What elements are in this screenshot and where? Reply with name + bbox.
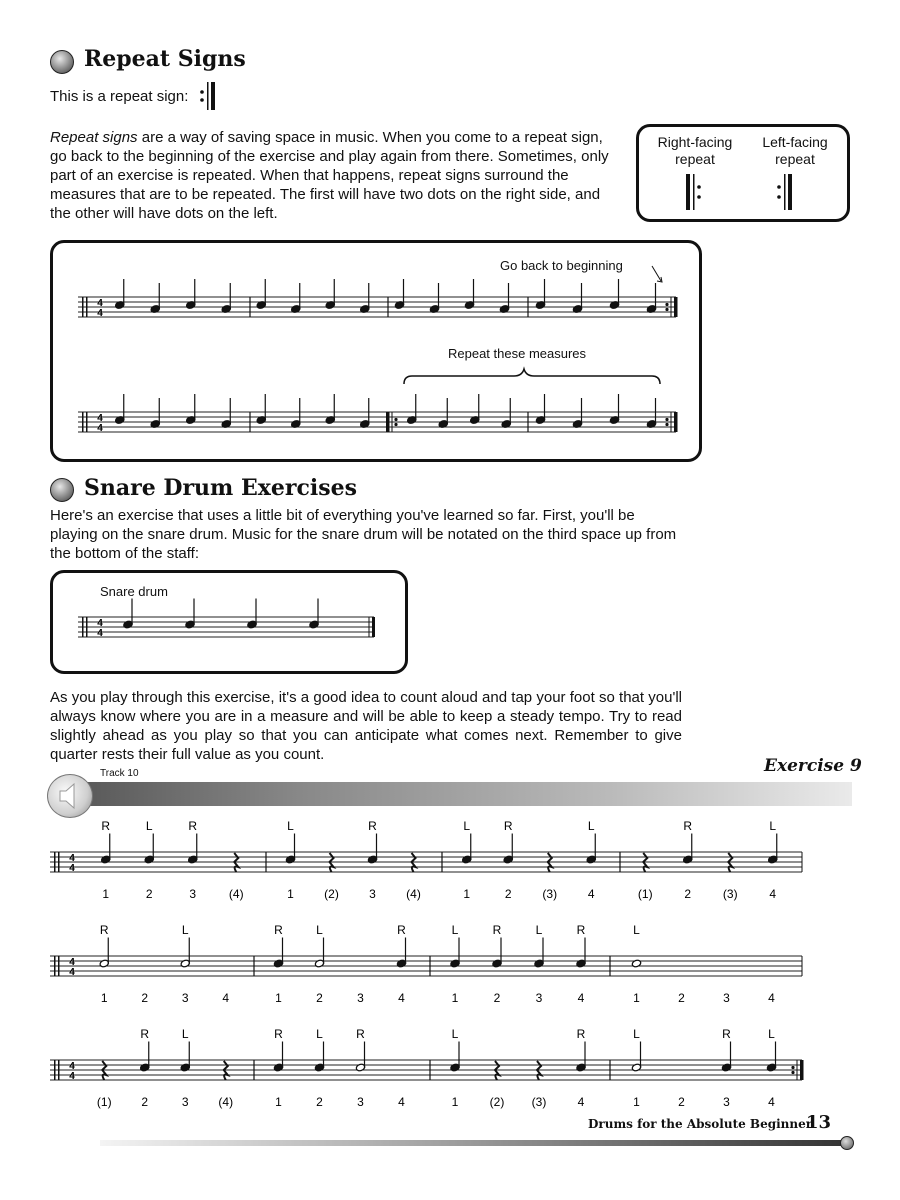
time-signature-top: 4	[97, 413, 103, 424]
sticking-label: R	[274, 923, 283, 937]
sticking-label: L	[535, 923, 543, 937]
count-label: 2	[493, 991, 501, 1005]
count-label: (3)	[531, 1095, 547, 1109]
sticking-label: L	[451, 1027, 459, 1041]
repeat-dot	[791, 1066, 794, 1069]
repeat-sign-intro-text: This is a repeat sign:	[50, 88, 189, 105]
count-label: (1)	[637, 887, 653, 901]
sticking-label: L	[768, 1027, 775, 1041]
count-label: 1	[102, 887, 110, 901]
count-label: 3	[535, 991, 543, 1005]
go-back-annotation: Go back to beginning	[500, 258, 623, 273]
snare-intro-paragraph: Here's an exercise that uses a little bit of everything you've learned so far. First, you'll be playing on the snare drum. Music for the snare drum will be notated on the third space up from the bottom of the staff:	[50, 507, 677, 562]
sticking-label: L	[633, 1027, 640, 1041]
whole-note	[631, 959, 641, 968]
count-label: (2)	[489, 1095, 505, 1109]
snare-exercises-heading: Snare Drum Exercises	[84, 475, 357, 501]
count-label: (2)	[324, 887, 339, 901]
count-label: 3	[181, 991, 189, 1005]
count-label: 2	[504, 887, 512, 901]
sticking-label: L	[633, 923, 640, 937]
sticking-label: R	[492, 923, 502, 937]
sticking-label: L	[769, 819, 777, 833]
count-label: (4)	[228, 887, 244, 901]
track-label: Track 10	[100, 768, 139, 779]
percussion-clef-icon	[54, 1060, 56, 1080]
repeat-measures-annotation: Repeat these measures	[448, 346, 587, 361]
count-label: (4)	[406, 887, 421, 901]
sticking-label: R	[576, 923, 586, 937]
count-label: 4	[768, 1095, 775, 1109]
count-label: 1	[275, 991, 282, 1005]
count-label: 4	[769, 887, 777, 901]
right-facing-repeat-label: Right-facing repeat	[657, 134, 733, 167]
percussion-clef-icon	[54, 956, 56, 976]
time-signature-top: 4	[69, 1061, 75, 1072]
sticking-label: R	[101, 819, 111, 833]
count-label: 2	[316, 991, 323, 1005]
count-label: 4	[577, 991, 585, 1005]
repeat-signs-term: Repeat signs	[50, 129, 138, 146]
sticking-label: L	[145, 819, 153, 833]
time-signature-bottom: 4	[69, 1071, 75, 1082]
sticking-label: L	[316, 1027, 323, 1041]
count-label: 2	[141, 1095, 149, 1109]
page-number: 13	[806, 1112, 832, 1133]
sticking-label: R	[683, 819, 693, 833]
time-signature-bottom: 4	[97, 423, 103, 434]
count-label: 3	[181, 1095, 189, 1109]
time-signature-top: 4	[97, 618, 103, 629]
count-label: 4	[587, 887, 595, 901]
sticking-label: R	[99, 923, 109, 937]
footer-rule-end-icon	[840, 1136, 854, 1150]
count-label: 2	[141, 991, 149, 1005]
count-label: 2	[316, 1095, 323, 1109]
sticking-label: L	[181, 923, 189, 937]
count-label: 2	[145, 887, 153, 901]
sticking-label: R	[274, 1027, 283, 1041]
count-label: 3	[357, 1095, 364, 1109]
exercise-title: Exercise 9	[764, 756, 862, 776]
count-label: 1	[451, 991, 459, 1005]
repeat-signs-paragraph-text: are a way of saving space in music. When you come to a repeat sign, go back to the beginning of the exercise and play again from there. Sometimes, only part of an exercise is repeated. When that happens, repeat signs surround the measures that are to be repeated. The first will have two dots on the right side, and the other will have dots on the left.	[50, 129, 609, 222]
time-signature-bottom: 4	[97, 628, 103, 639]
sticking-label: R	[576, 1027, 586, 1041]
sticking-label: R	[140, 1027, 150, 1041]
footer-book-title: Drums for the Absolute Beginner	[588, 1117, 813, 1131]
time-signature-top: 4	[97, 298, 103, 309]
sticking-label: L	[181, 1027, 189, 1041]
count-label: 4	[577, 1095, 585, 1109]
time-signature-bottom: 4	[69, 863, 75, 874]
left-facing-repeat-label: Left-facing repeat	[762, 134, 828, 167]
practice-paragraph: As you play through this exercise, it's a good idea to count aloud and tap your foot so that you'll always know where you are in a measure and will be able to keep a steady tempo. Try to read slightly ahead as you play so that you can anticipate what comes next. Remember to give quarter rests their full value as you count.	[50, 689, 682, 763]
sticking-label: R	[503, 819, 513, 833]
count-label: 1	[100, 991, 108, 1005]
repeat-signs-heading: Repeat Signs	[84, 46, 246, 72]
time-signature-top: 4	[69, 853, 75, 864]
sticking-label: L	[451, 923, 459, 937]
count-label: 3	[723, 1095, 730, 1109]
count-label: 3	[723, 991, 730, 1005]
snare-drum-label: Snare drum	[100, 584, 168, 599]
footer-rule	[100, 1140, 845, 1146]
sticking-label: R	[188, 819, 198, 833]
percussion-clef-icon	[58, 956, 60, 976]
count-label: 1	[463, 887, 471, 901]
sticking-label: R	[356, 1027, 365, 1041]
time-signature-bottom: 4	[97, 308, 103, 319]
sticking-label: L	[316, 923, 323, 937]
count-label: 1	[287, 887, 294, 901]
sticking-label: R	[397, 923, 406, 937]
count-label: (1)	[96, 1095, 112, 1109]
sticking-label: R	[722, 1027, 731, 1041]
repeat-dot	[791, 1071, 794, 1074]
count-label: 3	[357, 991, 364, 1005]
count-label: 1	[633, 1095, 640, 1109]
percussion-clef-icon	[54, 852, 56, 872]
count-label: 4	[398, 1095, 405, 1109]
sticking-label: L	[287, 819, 294, 833]
count-label: 2	[684, 887, 692, 901]
count-label: 4	[398, 991, 405, 1005]
final-barline-thick	[800, 1060, 804, 1080]
count-label: 4	[222, 991, 230, 1005]
count-label: 1	[633, 991, 640, 1005]
percussion-clef-icon	[58, 852, 60, 872]
count-label: (3)	[542, 887, 558, 901]
time-signature-top: 4	[69, 957, 75, 968]
count-label: 3	[189, 887, 197, 901]
count-label: 3	[369, 887, 376, 901]
count-label: 1	[275, 1095, 282, 1109]
count-label: (4)	[218, 1095, 234, 1109]
time-signature-bottom: 4	[69, 967, 75, 978]
count-label: 2	[678, 991, 685, 1005]
count-label: 1	[451, 1095, 459, 1109]
count-label: 2	[678, 1095, 685, 1109]
count-label: (3)	[722, 887, 738, 901]
count-label: 4	[768, 991, 775, 1005]
sticking-label: R	[368, 819, 377, 833]
sticking-label: L	[587, 819, 595, 833]
sticking-label: L	[463, 819, 471, 833]
percussion-clef-icon	[58, 1060, 60, 1080]
